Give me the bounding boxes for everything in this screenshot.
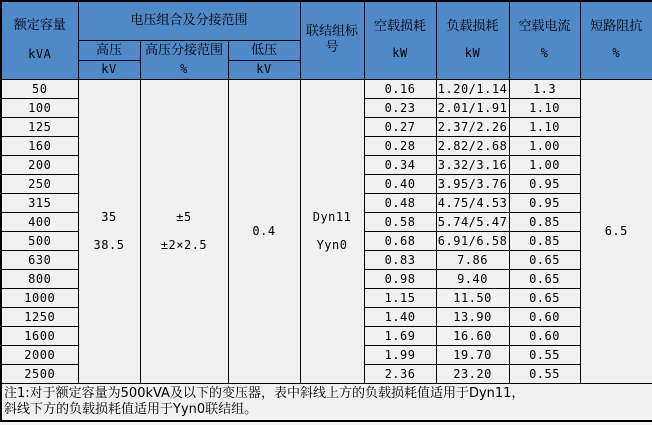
cell-load-loss: 7.86 bbox=[436, 250, 509, 269]
cell-no-load-loss: 0.58 bbox=[364, 212, 436, 231]
table-footer bbox=[1, 383, 652, 421]
cell-no-load-current: 0.95 bbox=[509, 193, 580, 212]
cell-no-load-loss: 0.40 bbox=[364, 174, 436, 193]
header-no-load-loss-title: 空载损耗 bbox=[374, 19, 427, 35]
header-hv-tap-unit: % bbox=[180, 61, 188, 76]
cell-no-load-current: 0.55 bbox=[509, 345, 580, 364]
cell-no-load-loss: 2.36 bbox=[364, 364, 436, 383]
table-body bbox=[1, 79, 652, 383]
note-line-1: 注1:对于额定容量为500kVA及以下的变压器，表中斜线上方的负载损耗值适用于Dyn11， bbox=[4, 385, 525, 401]
cell-no-load-loss: 0.34 bbox=[364, 155, 436, 174]
cell-kva: 800 bbox=[1, 269, 78, 288]
cell-load-loss: 6.91/6.58 bbox=[436, 231, 509, 250]
cell-no-load-current: 0.60 bbox=[509, 307, 580, 326]
header-load-loss bbox=[436, 1, 509, 79]
cell-kva: 1250 bbox=[1, 307, 78, 326]
note-cell bbox=[1, 383, 652, 421]
header-capacity bbox=[1, 1, 78, 79]
header-load-loss-unit: kW bbox=[464, 46, 481, 61]
header-no-load-loss bbox=[364, 1, 436, 79]
header-impedance-unit: % bbox=[612, 46, 621, 61]
cell-no-load-loss: 0.98 bbox=[364, 269, 436, 288]
cell-no-load-loss: 0.48 bbox=[364, 193, 436, 212]
cell-load-loss: 13.90 bbox=[436, 307, 509, 326]
cell-kva: 630 bbox=[1, 250, 78, 269]
cell-connection-merged bbox=[300, 79, 364, 383]
hv-tap-value-2: ±2×2.5 bbox=[160, 238, 208, 252]
cell-kva: 125 bbox=[1, 117, 78, 136]
cell-lv-merged: 0.4 bbox=[228, 79, 300, 383]
cell-load-loss: 3.32/3.16 bbox=[436, 155, 509, 174]
hv-value-2: 38.5 bbox=[93, 238, 125, 252]
cell-kva: 500 bbox=[1, 231, 78, 250]
connection-value-2: Yyn0 bbox=[316, 238, 348, 252]
header-no-load-current-unit: % bbox=[540, 46, 549, 61]
cell-kva: 2500 bbox=[1, 364, 78, 383]
cell-kva: 315 bbox=[1, 193, 78, 212]
cell-kva: 400 bbox=[1, 212, 78, 231]
cell-load-loss: 2.82/2.68 bbox=[436, 136, 509, 155]
cell-no-load-current: 0.85 bbox=[509, 212, 580, 231]
header-impedance bbox=[580, 1, 652, 79]
cell-no-load-loss: 0.28 bbox=[364, 136, 436, 155]
cell-load-loss: 23.20 bbox=[436, 364, 509, 383]
cell-load-loss: 1.20/1.14 bbox=[436, 79, 509, 98]
cell-kva: 1600 bbox=[1, 326, 78, 345]
cell-no-load-loss: 1.40 bbox=[364, 307, 436, 326]
header-impedance-title: 短路阻抗 bbox=[590, 19, 643, 35]
cell-hv-tap-merged bbox=[140, 79, 228, 383]
cell-kva: 160 bbox=[1, 136, 78, 155]
cell-no-load-loss: 0.83 bbox=[364, 250, 436, 269]
cell-no-load-current: 0.65 bbox=[509, 288, 580, 307]
cell-no-load-current: 1.00 bbox=[509, 155, 580, 174]
table-row bbox=[1, 79, 652, 98]
cell-no-load-loss: 1.99 bbox=[364, 345, 436, 364]
cell-load-loss: 2.01/1.91 bbox=[436, 98, 509, 117]
cell-no-load-current: 0.85 bbox=[509, 231, 580, 250]
header-capacity-title: 额定容量 bbox=[13, 18, 66, 34]
hv-tap-value-1: ±5 bbox=[176, 210, 192, 224]
cell-no-load-current: 1.3 bbox=[509, 79, 580, 98]
header-hv-title: 高压 bbox=[78, 40, 140, 60]
cell-no-load-loss: 1.69 bbox=[364, 326, 436, 345]
header-capacity-unit: kVA bbox=[28, 47, 52, 62]
cell-load-loss: 19.70 bbox=[436, 345, 509, 364]
cell-impedance-merged: 6.5 bbox=[580, 79, 652, 383]
cell-load-loss: 3.95/3.76 bbox=[436, 174, 509, 193]
cell-load-loss: 5.74/5.47 bbox=[436, 212, 509, 231]
note-line-2: 斜线下方的负载损耗值适用于Yyn0联结组。 bbox=[4, 401, 258, 417]
cell-no-load-loss: 0.16 bbox=[364, 79, 436, 98]
connection-value-1: Dyn11 bbox=[312, 210, 352, 224]
cell-no-load-loss: 1.15 bbox=[364, 288, 436, 307]
cell-no-load-current: 1.00 bbox=[509, 136, 580, 155]
cell-no-load-loss: 0.27 bbox=[364, 117, 436, 136]
cell-kva: 200 bbox=[1, 155, 78, 174]
header-load-loss-title: 负载损耗 bbox=[446, 19, 499, 35]
cell-no-load-current: 0.55 bbox=[509, 364, 580, 383]
header-lv-unit: kV bbox=[228, 60, 300, 79]
cell-load-loss: 16.60 bbox=[436, 326, 509, 345]
header-hv-unit: kV bbox=[78, 60, 140, 79]
cell-no-load-current: 0.95 bbox=[509, 174, 580, 193]
cell-load-loss: 2.37/2.26 bbox=[436, 117, 509, 136]
cell-kva: 2000 bbox=[1, 345, 78, 364]
header-connection bbox=[300, 1, 364, 79]
header-connection-title: 联结组标号 bbox=[306, 24, 359, 56]
cell-no-load-current: 0.65 bbox=[509, 250, 580, 269]
header-hv-tap bbox=[140, 40, 228, 79]
cell-kva: 1000 bbox=[1, 288, 78, 307]
cell-load-loss: 11.50 bbox=[436, 288, 509, 307]
cell-no-load-current: 1.10 bbox=[509, 98, 580, 117]
header-hv-tap-title: 高压分接范围 bbox=[144, 42, 223, 58]
cell-hv-merged bbox=[78, 79, 140, 383]
cell-no-load-current: 0.60 bbox=[509, 326, 580, 345]
header-lv-title: 低压 bbox=[228, 40, 300, 60]
cell-kva: 100 bbox=[1, 98, 78, 117]
cell-no-load-loss: 0.68 bbox=[364, 231, 436, 250]
header-no-load-current bbox=[509, 1, 580, 79]
cell-kva: 50 bbox=[1, 79, 78, 98]
hv-value-1: 35 bbox=[101, 210, 117, 224]
header-no-load-loss-unit: kW bbox=[392, 46, 408, 61]
cell-no-load-current: 0.65 bbox=[509, 269, 580, 288]
cell-no-load-current: 1.10 bbox=[509, 117, 580, 136]
header-voltage-group bbox=[78, 1, 300, 40]
header-no-load-current-title: 空载电流 bbox=[518, 19, 571, 35]
cell-load-loss: 9.40 bbox=[436, 269, 509, 288]
cell-no-load-loss: 0.23 bbox=[364, 98, 436, 117]
cell-load-loss: 4.75/4.53 bbox=[436, 193, 509, 212]
header-voltage-group-title: 电压组合及分接范围 bbox=[130, 13, 248, 29]
table-header bbox=[1, 1, 652, 79]
cell-kva: 250 bbox=[1, 174, 78, 193]
